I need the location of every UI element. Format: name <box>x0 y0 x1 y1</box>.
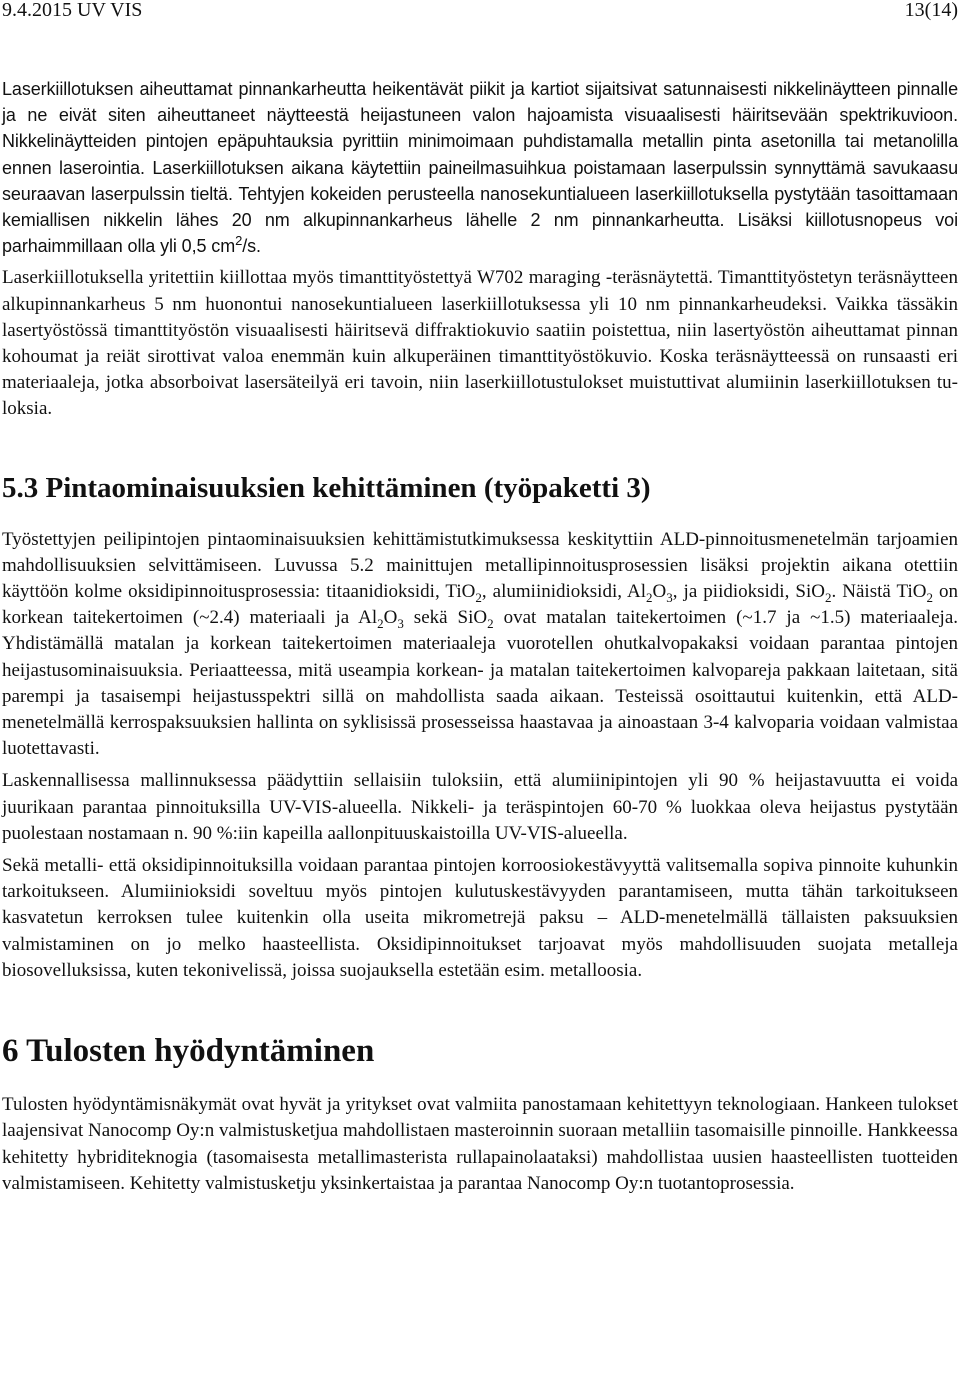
paragraph-text: , alumiinidioksidi, Al <box>481 581 646 603</box>
paragraph-laser-polishing-nickel <box>2 76 958 259</box>
subscript: 2 <box>475 589 482 605</box>
paragraph-corrosion-resistance: Sekä metalli- että oksidipinnoituksilla voidaan parantaa pintojen korroosiokestävyyttä valitsemalla sopiva pinnoite kuhunkin tarkoitukseen. Alumiinioksidi soveltuu myös pintojen kulutuskestävyyden parantamiseen, mutta tähän tarkoitukseen kasvatetun kerroksen tulee kuitenkin olla useita mikrometrejä paksu – ALD-menetelmällä tällaisten paksuuksien valmistaminen on jo melko haasteellista. Oksidipinnoitukset tarjoavat myös mahdollisuuden suojata metalleja biosovelluksissa, kuten tekonivelissä, joissa suojauksella estetään esim. metalloosia. <box>2 855 958 981</box>
paragraph-text: O <box>383 607 398 629</box>
subscript: 2 <box>646 589 653 605</box>
paragraph-text: Työstettyjen peilipintojen pintaominaisuuksien kehittämistutkimuksessa keskityttiin ALD-pinnoitusmenetelmän tarjoamien mahdollisuuksien selvittämiseen. Luvussa 5.2 mainittujen metallipinnoitusprosessien lisäksi projektin aikana otettiin käyttöön kolme oksidipinnoitusprosessia: titaanidioksidi, TiO <box>2 528 958 603</box>
paragraph-text: . Näistä TiO <box>831 581 927 603</box>
header-date-title: 9.4.2015 UV VIS <box>2 0 143 21</box>
page-header <box>2 0 958 22</box>
chapter-heading-6: 6 Tulosten hyödyntäminen <box>2 1033 375 1070</box>
subscript: 2 <box>824 589 832 605</box>
paragraph-exploitation: Tulosten hyödyntämisnäkymät ovat hyvät ja yritykset ovat valmiita panostamaan kehitettyyn teknologiaan. Hankeen tulokset laajensivat Nanocomp Oy:n valmistusketjua mahdollistaen masteroinnin suoraan metalliin tasomaisille pinnoille. Hankkeessa kehitetty hybriditeknogia (tasomaisesta metallimasterista rullapainolaataksi) mahdollistaa uusien haasteellisten tuotteiden valmistamiseen. Kehitetty valmistusketju yksinkertaistaa ja parantaa Nanocomp Oy:n tuotantoprosessia. <box>2 1094 958 1194</box>
superscript: 2 <box>235 233 243 249</box>
paragraph-text: sekä SiO <box>403 607 488 629</box>
paragraph-text: ovat matalan taitekertoimen (~1.7 ja ~1.5) materiaaleja. Yhdistämällä matalan ja korkean taitekertoimen materiaaleja vuorotellen ohutkalvopakaksi voidaan parantaa pintojen heijastusominaisuuksia. Periaatteessa, mitä useampia korkean- ja matalan taitekertoimen kalvopareja pakkaan laitetaan, sitä parempi ja tasaisempi heijastusspektri sillä on mahdollista saada aikaan. Testeissä osoittautui kuitenkin, että ALD-menetelmällä kerrospaksuuksien hallinta on syklisissä prosesseissa haastavaa ja ainoastaan 3-4 kalvoparia voidaan valmistaa luotettavasti. <box>2 607 958 760</box>
subscript: 3 <box>666 589 673 605</box>
paragraph-text: on korkean taitekertoimen (~2.4) materiaali ja Al <box>2 581 959 629</box>
section-heading-5-3: 5.3 Pintaominaisuuksien kehittäminen (työpaketti 3) <box>2 471 651 504</box>
paragraph-text: /s. <box>242 236 261 257</box>
subscript: 2 <box>926 589 933 605</box>
paragraph-computational-modeling: Laskennallisessa mallinnuksessa päädyttiin sellaisiin tuloksiin, että alumiinipintojen yli 90 % heijastavuutta ei voida juurikaan parantaa pinnoituksilla UV-VIS-alueella. Nikkeli- ja teräspintojen 60-70 % luokkaa oleva heijastus pystytään puolestaan nostamaan n. 90 %:iin kapeilla aallonpituuskaistoilla UV-VIS-alueella. <box>2 770 958 844</box>
subscript: 3 <box>397 616 404 632</box>
paragraph-ald-coatings <box>2 527 958 763</box>
paragraph-text: Laserkiillotuksen aiheuttamat pinnankarheutta heikentävät piikit ja kartiot sijaitsivat satunnaisesti nikkelinäytteen pinnalle ja ne eivät siten aiheuttaneet näytteestä heijastuneen valon hajoamista visuaalisesti häiritsevään spektrikuvioon. Nikkelinäytteiden pintojen epäpuhtauksia pyrittiin minimoimaan puhdistamalla metallin pinta asetonilla tai metanolilla ennen laserointia. Laserkiillotuksen aikana käytettiin paineilmasuihkua poistamaan laserpulssin synnyttämä savukaasu seuraavan laserpulssin tieltä. Tehtyjen kokeiden perusteella nanosekuntialueen laserkiillotuksella pystytään tasoittamaan kemiallisen nikkelin lähes 20 nm alkupinnankarheus lähelle 2 nm pinnankarheutta. Lisäksi kiillotusnopeus voi parhaimmillaan olla yli 0,5 cm <box>2 79 958 257</box>
page-number: 13(14) <box>904 0 958 21</box>
paragraph-text: O <box>652 581 667 603</box>
subscript: 2 <box>377 616 384 632</box>
document-page <box>2 0 958 1203</box>
paragraph-laser-polishing-steel: Laserkiillotuksella yritettiin kiillottaa myös timanttityöstettyä W702 maraging -teräsnäytettä. Timanttityöstetyn teräsnäytteen alkupinnankarheus 5 nm huonontui nanosekuntialueen laserkiillotuksessa yli 10 nm pinnankarheudeksi. Vaikka tässäkin lasertyöstössä timanttityöstön visuaalisesti häiritsevä diffraktiokuvio saatiin poistettua, niin lasertyöstön aiheuttamat pinnan kohoumat ja reiät sirottivat valoa enemmän kuin alkuperäinen timanttityöstökuvio. Koska teräsnäytteessä on runsaasti eri materiaaleja, jotka absorboivat lasersäteilyä eri tavoin, niin laserkiillotustulokset muistuttivat alumiinin laserkiillotuksen tuloksia. <box>2 267 958 420</box>
subscript: 2 <box>487 616 494 632</box>
paragraph-text: , ja piidioksidi, SiO <box>672 581 825 603</box>
